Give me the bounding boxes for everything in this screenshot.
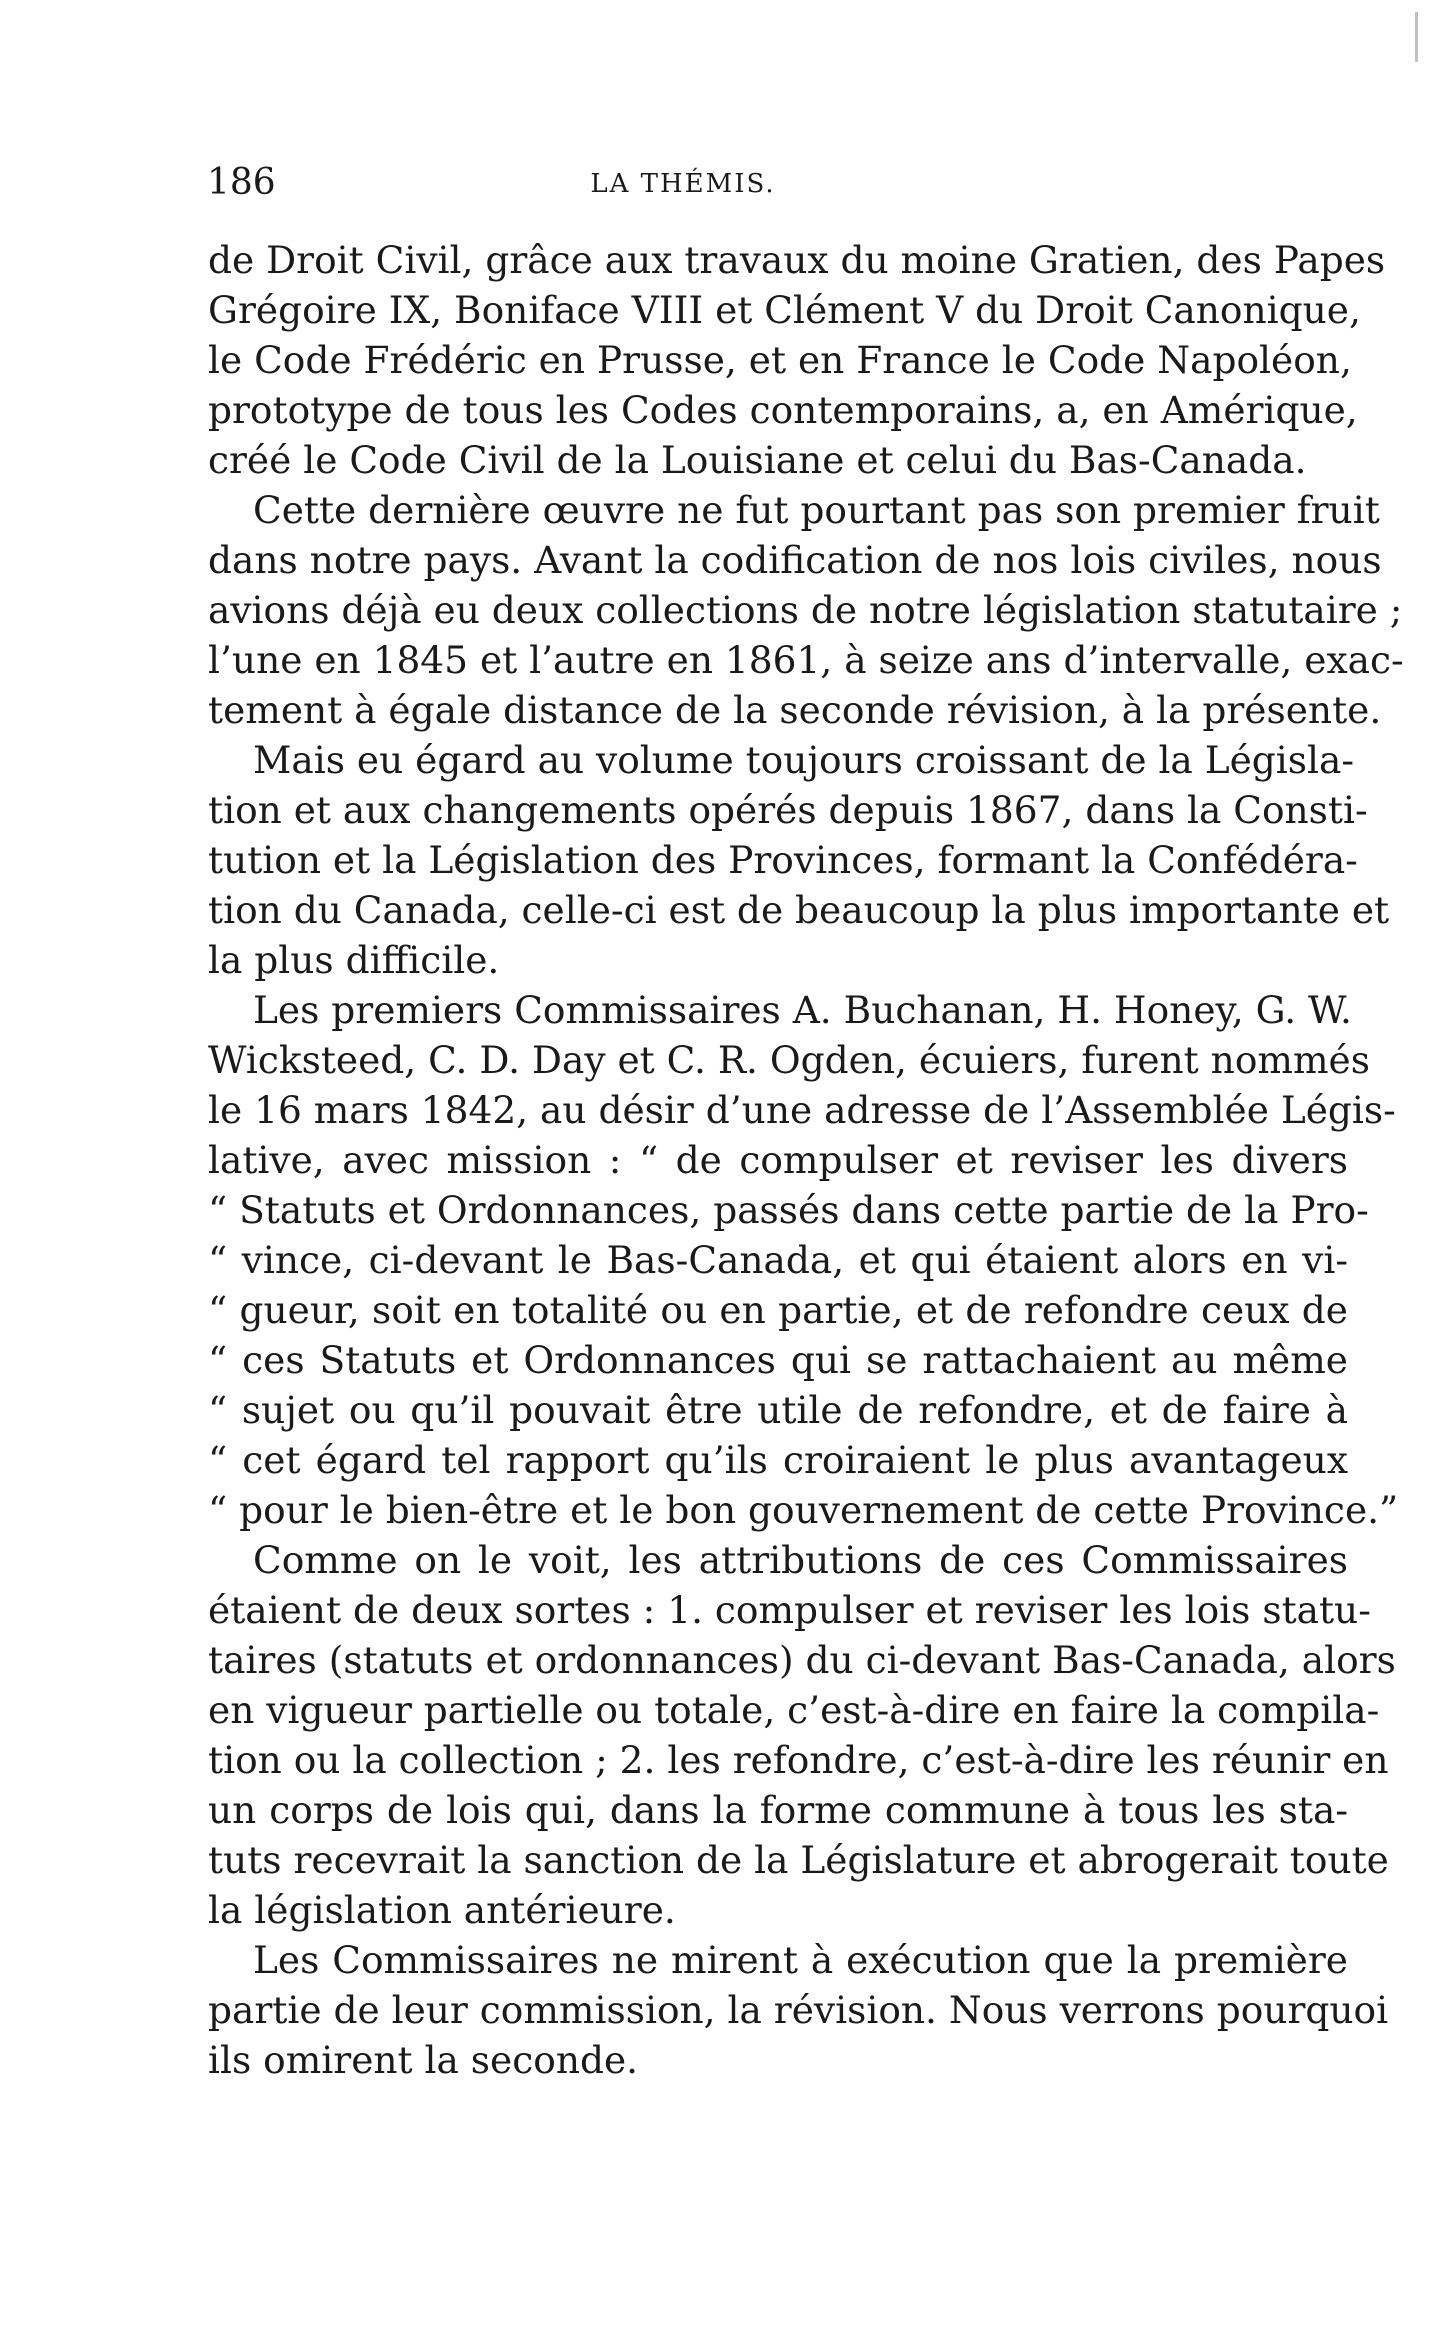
text-line: tion du Canada, celle-ci est de beaucoup la plus importante et	[208, 888, 1390, 932]
text-line: prototype de tous les Codes contemporains, a, en Amérique,	[208, 388, 1358, 432]
text-line: un corps de lois qui, dans la forme commune à tous les sta-	[208, 1788, 1348, 1832]
text-line: en vigueur partielle ou totale, c’est-à-dire en faire la compila-	[208, 1688, 1380, 1732]
body-text	[208, 235, 1404, 2085]
text-line: tuts recevrait la sanction de la Législature et abrogerait toute	[208, 1838, 1389, 1882]
text-line: lative, avec mission : “ de compulser et reviser les divers	[208, 1138, 1348, 1182]
text-line: tion ou la collection ; 2. les refondre, c’est-à-dire les réunir en	[208, 1738, 1389, 1782]
quoted-text-line: “ Statuts et Ordonnances, passés dans cette partie de la Pro-	[208, 1188, 1369, 1232]
text-line: Grégoire IX, Boniface VIII et Clément V du Droit Canonique,	[208, 288, 1361, 332]
text-line: dans notre pays. Avant la codification de nos lois civiles, nous	[208, 538, 1382, 582]
text-line: taires (statuts et ordonnances) du ci-devant Bas-Canada, alors	[208, 1638, 1396, 1682]
text-line: tution et la Législation des Provinces, formant la Confédéra-	[208, 838, 1358, 882]
paragraph-start-line: Mais eu égard au volume toujours croissant de la Législa-	[253, 738, 1355, 782]
text-line: le Code Frédéric en Prusse, et en France le Code Napoléon,	[208, 338, 1352, 382]
text-line: créé le Code Civil de la Louisiane et celui du Bas-Canada.	[208, 438, 1307, 482]
text-line: tement à égale distance de la seconde révision, à la présente.	[208, 688, 1382, 732]
quoted-text-line: “ pour le bien-être et le bon gouvernement de cette Province.”	[208, 1488, 1399, 1532]
quoted-text-line: “ vince, ci-devant le Bas-Canada, et qui étaient alors en vi-	[208, 1238, 1348, 1282]
text-line: de Droit Civil, grâce aux travaux du moine Gratien, des Papes	[208, 238, 1386, 282]
text-line: tion et aux changements opérés depuis 1867, dans la Consti-	[208, 788, 1368, 832]
text-line: partie de leur commission, la révision. Nous verrons pourquoi	[208, 1988, 1389, 2032]
scan-margin-mark	[1415, 12, 1418, 62]
quoted-text-line: “ cet égard tel rapport qu’ils croiraient le plus avantageux	[208, 1438, 1348, 1482]
quoted-text-line: “ gueur, soit en totalité ou en partie, et de refondre ceux de	[208, 1288, 1348, 1332]
text-line: le 16 mars 1842, au désir d’une adresse de l’Assemblée Légis-	[208, 1088, 1396, 1132]
text-line: étaient de deux sortes : 1. compulser et reviser les lois statu-	[208, 1588, 1371, 1632]
paragraph-start-line: Les Commissaires ne mirent à exécution que la première	[253, 1938, 1348, 1982]
running-title: LA THÉMIS.	[590, 169, 776, 199]
paragraph-start-line: Comme on le voit, les attributions de ces Commissaires	[253, 1538, 1348, 1582]
text-line: avions déjà eu deux collections de notre législation statutaire ;	[208, 588, 1403, 632]
paragraph-start-line: Les premiers Commissaires A. Buchanan, H. Honey, G. W.	[253, 988, 1352, 1032]
text-line: ils omirent la seconde.	[208, 2038, 639, 2082]
text-line: la plus difficile.	[208, 938, 500, 982]
quoted-text-line: “ sujet ou qu’il pouvait être utile de refondre, et de faire à	[208, 1388, 1348, 1432]
text-line: la législation antérieure.	[208, 1888, 676, 1932]
text-line: l’une en 1845 et l’autre en 1861, à seize ans d’intervalle, exac-	[208, 638, 1404, 682]
page-number: 186	[207, 162, 276, 203]
paragraph-start-line: Cette dernière œuvre ne fut pourtant pas son premier fruit	[253, 488, 1380, 532]
text-line: Wicksteed, C. D. Day et C. R. Ogden, écuiers, furent nommés	[208, 1038, 1370, 1082]
quoted-text-line: “ ces Statuts et Ordonnances qui se rattachaient au même	[208, 1338, 1348, 1382]
running-head	[207, 163, 867, 203]
